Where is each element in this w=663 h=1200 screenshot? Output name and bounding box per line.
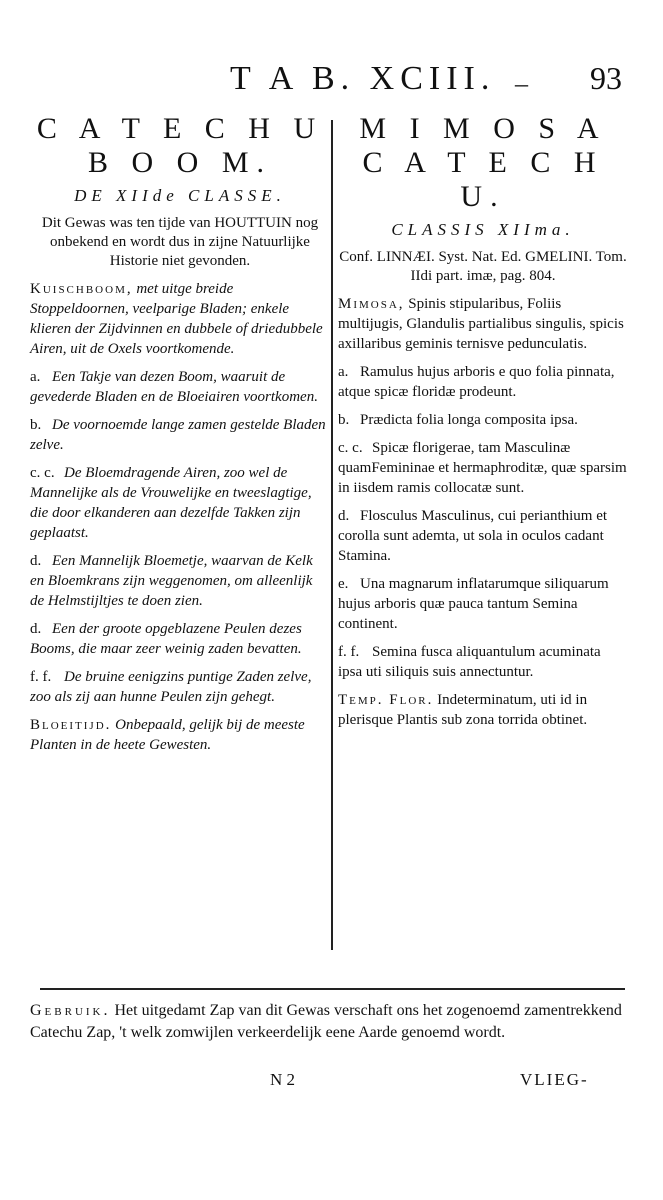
dutch-item-c: c. c. De Bloemdragende Airen, zoo wel de Mannelijke als de Vrouwelijke en tweeslagtige, die door elkanderen aan dezelfde Takken zijn geplaatst. xyxy=(30,465,312,541)
page-number: 93 xyxy=(590,60,622,96)
dutch-item-e: d. Een der groote opgeblazene Peulen dezes Booms, die maar zeer weinig zaden bevatten. xyxy=(30,621,302,657)
dutch-intro: Dit Gewas was ten tijde van HOUTTUIN nog onbekend en wordt dus in zijne Natuurlijke Historie niet gevonden. xyxy=(41,215,319,269)
dutch-item-b: b. De voornoemde lange zamen gestelde Bladen zelve. xyxy=(30,417,326,453)
dutch-title-2: B O O M. xyxy=(87,146,272,179)
dutch-item-d: d. Een Mannelijk Bloemetje, waarvan de Kelk en Bloemkrans zijn weggenomen, om alleenlijk de Helmstijltjes te doen zien. xyxy=(30,553,313,609)
dutch-column xyxy=(30,112,330,755)
usage-text: Het uitgedamt Zap van dit Gewas verschaft ons het zogenoemd zamentrekkend Catechu Zap, 't welk zomwijlen verkeerdelijk eene Aarde genoemd wordt. xyxy=(30,1002,622,1041)
signature-mark: N 2 xyxy=(270,1070,296,1089)
latin-subtitle: CLASSIS XIIma. xyxy=(391,220,575,239)
dutch-lead-word: Kuischboom, xyxy=(30,281,133,297)
latin-title-1: M I M O S A xyxy=(359,112,607,145)
page-header xyxy=(0,60,663,100)
latin-item-f: f. f. Semina fusca aliquantulum acuminata ipsa uti siliquis suis annectuntur. xyxy=(338,644,601,680)
latin-item-b: b. Prædicta folia longa composita ipsa. xyxy=(338,412,578,428)
usage-lead: Gebruik. xyxy=(30,1002,111,1019)
latin-item-e: e. Una magnarum inflatarumque siliquarum hujus arboris quæ pauca tantum Semina continent. xyxy=(338,576,609,632)
usage-paragraph xyxy=(30,1000,630,1044)
dutch-bloeitijd: Bloeitijd. Onbepaald, gelijk bij de meeste Planten in de heete Gewesten. xyxy=(30,717,305,753)
header-dash: _ xyxy=(515,60,528,89)
latin-item-a: a. Ramulus hujus arboris e quo folia pinnata, atque spicæ floridæ prodeunt. xyxy=(338,364,615,400)
dutch-item-a: a. Een Takje van dezen Boom, waaruit de gevederde Bladen en de Bloeiairen voortkomen. xyxy=(30,369,318,405)
latin-title-2: C A T E C H U. xyxy=(362,146,604,213)
latin-description: Mimosa, Spinis stipularibus, Foliis multijugis, Glandulis partialibus singulis, spicis axillaribus geminis ternisve pedunculatis. xyxy=(338,296,624,352)
dutch-description xyxy=(30,279,330,359)
dutch-lead-text: met uitge breide Stoppeldoornen, veelparige Bladen; enkele klieren der Zijdvinnen en dubbele of driedubbele Airen, uit de Oxels voortkomende. xyxy=(30,281,323,357)
latin-column xyxy=(338,112,628,730)
horizontal-rule xyxy=(40,988,625,990)
catchword: VLIEG- xyxy=(520,1070,589,1089)
latin-temp-flor: Temp. Flor. Indeterminatum, uti id in plerisque Plantis sub zona torrida obtinet. xyxy=(338,692,588,728)
column-divider xyxy=(331,120,333,950)
dutch-item-f: f. f. De bruine eenigzins puntige Zaden zelve, zoo als zij aan hunne Peulen zijn gehegt. xyxy=(30,669,312,705)
dutch-subtitle: DE XIIde CLASSE. xyxy=(74,186,286,205)
plate-number: T A B. XCIII. xyxy=(230,60,496,97)
latin-item-d: d. Flosculus Masculinus, cui perianthium et corolla sunt ademta, ut sola in oculos cadant Stamina. xyxy=(338,508,608,564)
latin-intro: Conf. LINNÆI. Syst. Nat. Ed. GMELINI. Tom. IIdi part. imæ, pag. 804. xyxy=(339,249,627,284)
dutch-title-1: C A T E C H U xyxy=(36,112,324,145)
latin-item-c: c. c. Spicæ florigerae, tam Masculinæ quamFemininae et hermaphroditæ, quæ sparsim in iisdem ramis collocatæ sunt. xyxy=(338,440,627,496)
